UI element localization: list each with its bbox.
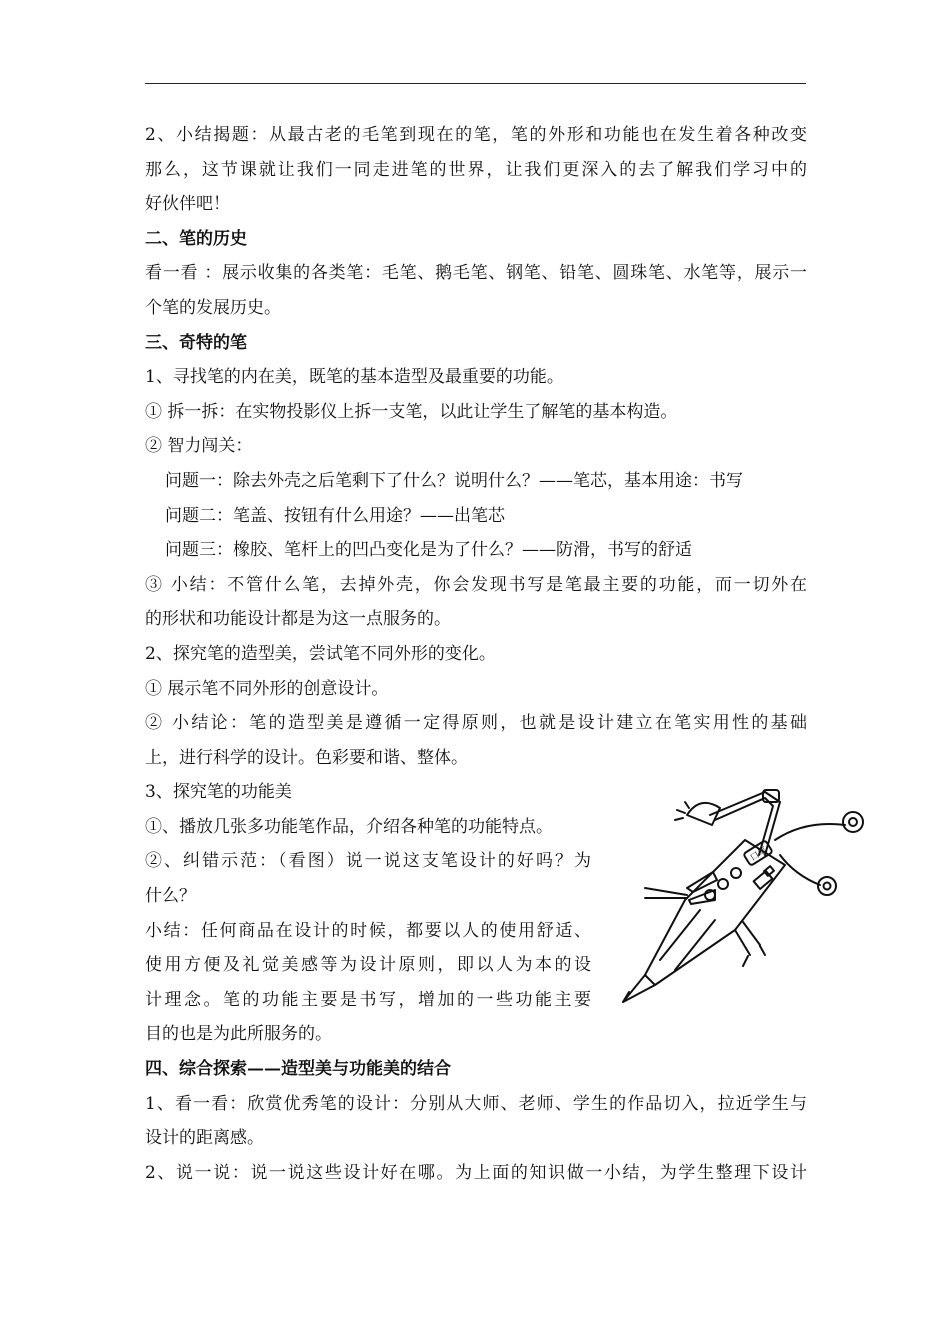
pen-label: 口笔 (748, 845, 770, 864)
question-line: 问题二：笔盖、按钮有什么用途？——出笔芯 (165, 505, 505, 526)
paragraph-line: ①、播放几张多功能笔作品，介绍各种笔的功能特点。 (145, 816, 553, 837)
paragraph-line: 看一看 ：展示收集的各类笔：毛笔、鹅毛笔、钢笔、铅笔、圆珠笔、水笔等，展示一 (145, 263, 807, 284)
paragraph-line: 个笔的发展历史。 (145, 297, 281, 318)
paragraph-line: ②、纠错示范：（看图）说一说这支笔设计的好吗？为 (145, 851, 591, 872)
paragraph-line: ① 拆一拆：在实物投影仪上拆一支笔，以此让学生了解笔的基本构造。 (145, 401, 678, 422)
paragraph-line: 的形状和功能设计都是为这一点服务的。 (145, 609, 451, 630)
paragraph-line: 上，进行科学的设计。色彩要和谐、整体。 (145, 747, 468, 768)
section-heading: 四、综合探索——造型美与功能美的结合 (145, 1059, 451, 1080)
paragraph-line: 那么，这节课就让我们一同走进笔的世界，让我们更深入的去了解我们学习中的 (145, 159, 807, 180)
paragraph-line: ② 智力闯关： (145, 436, 253, 457)
paragraph-line: 2、说一说：说一说这些设计好在哪。为上面的知识做一小结，为学生整理下设计 (145, 1162, 807, 1183)
paragraph-line: 计理念。笔的功能主要是书写，增加的一些功能主要 (145, 989, 591, 1010)
paragraph-line: ③ 小结：不管什么笔，去掉外壳，你会发现书写是笔最主要的功能，而一切外在 (145, 574, 807, 595)
paragraph-line: 设计的距离感。 (145, 1128, 264, 1149)
paragraph-line: 好伙伴吧！ (145, 194, 230, 215)
paragraph-line: ① 展示笔不同外形的创意设计。 (145, 678, 389, 699)
multifunction-pen-illustration (615, 780, 875, 1010)
paragraph-line: 3、探究笔的功能美 (145, 782, 292, 803)
paragraph-line: 小结：任何商品在设计的时候，都要以人的使用舒适、 (145, 920, 591, 941)
document-body (145, 118, 807, 1190)
paragraph-line: 1、看一看：欣赏优秀笔的设计：分别从大师、老师、学生的作品切入，拉近学生与 (145, 1093, 807, 1114)
paragraph-line: 1、寻找笔的内在美，既笔的基本造型及最重要的功能。 (145, 367, 564, 388)
paragraph-line: 2、小结揭题：从最古老的毛笔到现在的笔，笔的外形和功能也在发生着各种改变 (145, 125, 807, 145)
paragraph-line: 什么？ (145, 886, 196, 907)
paragraph-line: 目的也是为此所服务的。 (145, 1024, 332, 1045)
question-line: 问题一：除去外壳之后笔剩下了什么？说明什么？——笔芯，基本用途：书写 (165, 470, 743, 491)
question-line: 问题三：橡胶、笔杆上的凹凸变化是为了什么？——防滑，书写的舒适 (165, 540, 692, 561)
section-heading: 二、笔的历史 (145, 228, 247, 249)
paragraph-line: 2、探究笔的造型美，尝试笔不同外形的变化。 (145, 643, 496, 664)
paragraph-line: 使用方便及礼觉美感等为设计原则，即以人为本的设 (145, 955, 591, 976)
paragraph-line: ② 小结论：笔的造型美是遵循一定得原则，也就是设计建立在笔实用性的基础 (145, 713, 807, 734)
header-rule (145, 83, 806, 84)
section-heading: 三、奇特的笔 (145, 332, 247, 353)
